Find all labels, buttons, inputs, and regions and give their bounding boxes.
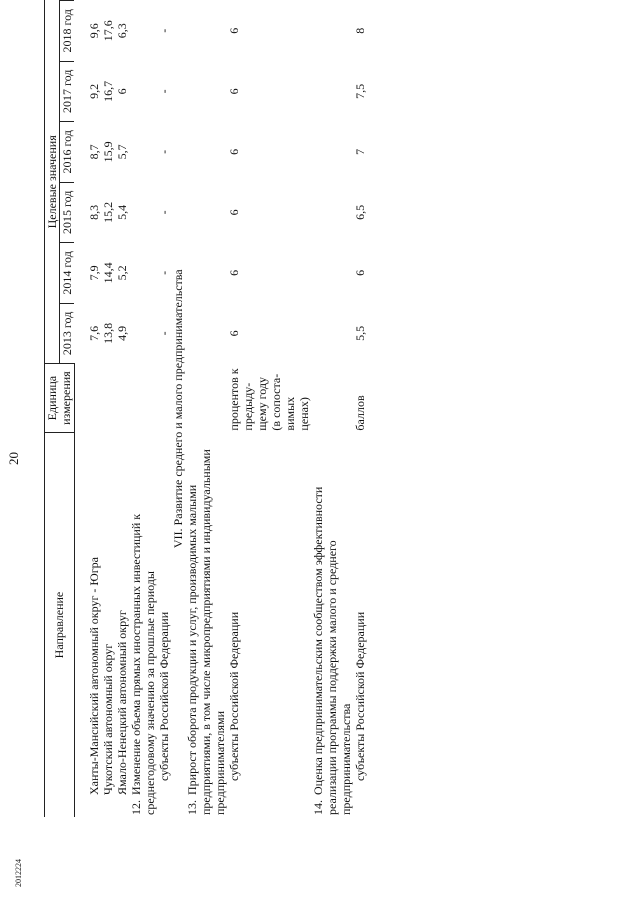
row-label-text: Прирост оборота продукции и услуг, производимых малыми предприятиями, в том числе микропредприятиями и индивидуальными предпринимателями: [184, 449, 227, 815]
row-unit: [157, 364, 171, 433]
table-row: [157, 1, 171, 818]
header-year: 2014 год: [60, 243, 75, 304]
row-unit: баллов: [352, 395, 367, 431]
header-target-values: Целевые значения: [45, 1, 60, 364]
value-cell: 8: [352, 27, 367, 34]
table-row: [353, 1, 367, 818]
value-cell: 7,5: [352, 83, 367, 99]
value-cell: 6,5: [352, 204, 367, 220]
value-cell: 15,9: [100, 141, 115, 163]
section-row: [171, 1, 185, 818]
header-direction: Направление: [45, 433, 75, 817]
value-cell: 7,9: [86, 265, 101, 281]
empty-cells: [185, 1, 227, 433]
row-label: [129, 433, 157, 817]
table-row: [227, 1, 311, 818]
value-cell: 6: [226, 330, 241, 337]
value-cell: 5,2: [114, 265, 129, 281]
value-cell: -: [156, 149, 171, 154]
header-year: 2016 год: [60, 122, 75, 183]
value-cell: 8,7: [86, 144, 101, 160]
value-cell: 13,8: [100, 322, 115, 344]
value-cell: -: [156, 210, 171, 215]
value-cell: 6: [352, 269, 367, 276]
row-label: Ханты-Мансийский автономный округ - Югра: [86, 557, 101, 795]
header-unit: [45, 364, 75, 433]
header-unit-line1: Единица: [45, 375, 60, 421]
row-unit: процентов к предыду-щему году (в сопоста-вимых ценах): [226, 368, 311, 431]
value-cell: 5,7: [114, 144, 129, 160]
empty-cells: [311, 1, 353, 433]
row-number: 13.: [184, 800, 199, 815]
page-number: 20: [6, 452, 21, 465]
value-cell: 6: [226, 88, 241, 95]
value-cell: -: [156, 270, 171, 275]
value-cell: 16,7: [100, 80, 115, 102]
table-row: [87, 1, 101, 818]
row-label: субъекты Российской Федерации: [156, 611, 171, 781]
value-cell: 8,3: [86, 204, 101, 220]
header-year: 2015 год: [60, 182, 75, 243]
row-label-text: Изменение объема прямых иностранных инвестиций к среднегодовому значению за прошлые периоды: [128, 513, 157, 815]
section-title: VII. Развитие среднего и малого предпринимательства: [170, 269, 185, 549]
value-cell: 4,9: [114, 325, 129, 341]
header-unit-line2: измерения: [59, 371, 74, 425]
table-row: [185, 1, 227, 818]
row-number: 12.: [128, 800, 143, 815]
value-cell: 14,4: [100, 262, 115, 284]
value-cell: 5,5: [352, 325, 367, 341]
row-label: Ямало-Ненецкий автономный округ: [114, 610, 129, 795]
empty-cells: [129, 1, 157, 433]
row-label: субъекты Российской Федерации: [352, 611, 367, 781]
value-cell: 6,3: [114, 23, 129, 39]
value-cell: 17,6: [100, 20, 115, 42]
value-cell: 15,2: [100, 201, 115, 223]
document-code: 2012224: [14, 859, 23, 887]
row-unit: [101, 364, 115, 433]
table-row: [129, 1, 157, 818]
row-unit: [87, 364, 101, 433]
header-year: 2013 год: [60, 303, 75, 364]
value-cell: 6: [226, 27, 241, 34]
value-cell: 9,2: [86, 83, 101, 99]
indicator-table: [44, 0, 367, 817]
value-cell: 7,6: [86, 325, 101, 341]
table-row: [115, 1, 129, 818]
row-number: 14.: [310, 800, 325, 815]
table-row: [311, 1, 353, 818]
value-cell: 6: [226, 269, 241, 276]
value-cell: 6: [114, 88, 129, 95]
value-cell: -: [156, 89, 171, 94]
value-cell: -: [156, 28, 171, 33]
row-label: [185, 433, 227, 817]
row-label: [311, 433, 353, 817]
row-label: субъекты Российской Федерации: [226, 611, 241, 781]
row-label-text: Оценка предпринимательским сообществом эффективности реализации программы поддержки малого и среднего предпринимательства: [310, 486, 353, 815]
value-cell: 6: [226, 209, 241, 216]
value-cell: 9,6: [86, 23, 101, 39]
row-unit: [115, 364, 129, 433]
row-label: Чукотский автономный округ: [100, 643, 115, 795]
header-year: 2017 год: [60, 61, 75, 122]
table-row: [101, 1, 115, 818]
value-cell: 7: [352, 148, 367, 155]
value-cell: -: [156, 331, 171, 336]
value-cell: 6: [226, 148, 241, 155]
header-year: 2018 год: [60, 1, 75, 62]
value-cell: 5,4: [114, 204, 129, 220]
